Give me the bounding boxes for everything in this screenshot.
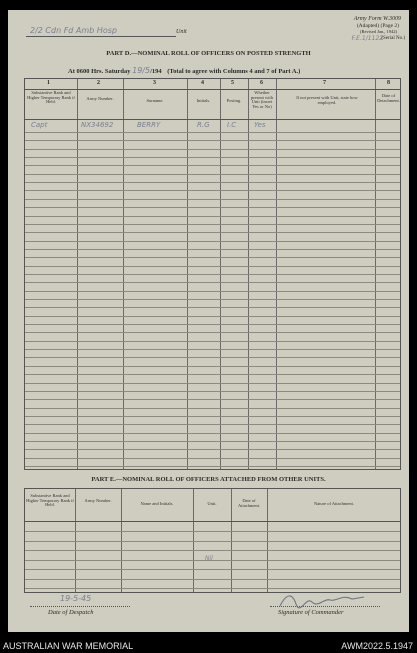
col-header-rank: Substantive Rank and Higher Temporary Rank if Held. xyxy=(27,90,75,105)
ruled-line xyxy=(25,224,400,225)
col-header-employed: If not present with Unit, state how employed. xyxy=(296,95,358,105)
ruled-line xyxy=(25,199,400,200)
col-header-army-number: Army Number. xyxy=(86,96,114,101)
e-unit-handwritten: Nil xyxy=(205,555,213,562)
ruled-line xyxy=(25,274,400,275)
col-number-5: 5 xyxy=(231,80,234,86)
archive-name: AUSTRALIAN WAR MEMORIAL xyxy=(3,641,134,651)
serial-label: (Serial No.) xyxy=(381,36,405,41)
ruled-line xyxy=(25,257,400,258)
ruled-line xyxy=(25,324,400,325)
ruled-line xyxy=(25,579,400,580)
ruled-line xyxy=(25,550,400,551)
ruled-line xyxy=(25,588,400,589)
unit-label: Unit xyxy=(176,29,187,35)
part-d-title: PART D.—NOMINAL ROLL OF OFFICERS ON POSTED STRENGTH xyxy=(106,50,311,57)
ruled-line xyxy=(25,541,400,542)
ruled-line xyxy=(25,466,400,467)
ruled-line xyxy=(25,383,400,384)
ruled-line xyxy=(25,416,400,417)
archive-id: AWM2022.5.1947 xyxy=(341,641,413,651)
form-subtitle: (Adapted) (Page 2) xyxy=(356,23,399,29)
col-number-6: 6 xyxy=(260,80,263,86)
ruled-line xyxy=(25,291,400,292)
e-col-header-nature: Nature of Attachment. xyxy=(313,501,355,506)
col-number-1: 1 xyxy=(47,80,50,86)
col-number-7: 7 xyxy=(323,80,326,86)
col-header-detachment: Date of Detachment. xyxy=(377,93,400,103)
row1-posting: I.C xyxy=(227,121,237,129)
ruled-line xyxy=(25,132,400,133)
ruled-line xyxy=(25,569,400,570)
ruled-line xyxy=(25,216,400,217)
ruled-line xyxy=(25,433,400,434)
ruled-line xyxy=(25,299,400,300)
col-number-8: 8 xyxy=(387,80,390,86)
row1-initials: R.G xyxy=(197,121,210,129)
part-d-table xyxy=(24,78,401,470)
ruled-line xyxy=(25,441,400,442)
ruled-line xyxy=(25,341,400,342)
commander-label: Signature of Commander xyxy=(278,609,344,616)
ruled-line xyxy=(25,374,400,375)
ruled-line xyxy=(25,408,400,409)
despatch-underline xyxy=(30,606,130,607)
form-page xyxy=(8,10,409,632)
e-header-divider xyxy=(25,521,400,522)
ruled-line xyxy=(25,458,400,459)
col-number-4: 4 xyxy=(201,80,204,86)
col-number-divider xyxy=(25,89,400,90)
col-number-2: 2 xyxy=(97,80,100,86)
ruled-line xyxy=(25,190,400,191)
part-e-table xyxy=(24,488,401,593)
date-suffix: (Total to agree with Columns 4 and 7 of Part A.) xyxy=(167,68,301,75)
part-e-title: PART E.—NOMINAL ROLL OF OFFICERS ATTACHED FROM OTHER UNITS. xyxy=(91,476,326,483)
commander-underline xyxy=(270,606,380,607)
row1-present: Yes xyxy=(254,121,266,129)
ruled-line xyxy=(25,560,400,561)
ruled-line xyxy=(25,332,400,333)
header-divider xyxy=(25,119,400,120)
commander-signature xyxy=(276,590,368,610)
date-year: /194 xyxy=(150,68,162,75)
ruled-line xyxy=(25,157,400,158)
archive-footer xyxy=(0,640,417,653)
ruled-line xyxy=(25,182,400,183)
col-header-posting: Posting. xyxy=(226,98,242,103)
ruled-line xyxy=(25,449,400,450)
form-number: Army Form W.3009 xyxy=(353,16,401,22)
row1-rank: Capt xyxy=(31,121,48,129)
date-prefix: At 0600 Hrs. Saturday xyxy=(68,68,131,75)
ruled-line xyxy=(25,149,400,150)
ruled-line xyxy=(25,316,400,317)
ruled-line xyxy=(25,307,400,308)
ruled-line xyxy=(25,207,400,208)
part-d-date-line xyxy=(68,66,300,75)
ruled-line xyxy=(25,232,400,233)
e-col-header-name: Name and Initials. xyxy=(140,501,174,506)
ruled-line xyxy=(25,140,400,141)
e-col-header-rank: Substantive Rank and Higher Temporary Rank if Held. xyxy=(26,493,74,508)
ruled-line xyxy=(25,249,400,250)
ruled-line xyxy=(25,424,400,425)
despatch-label: Date of Despatch xyxy=(48,609,94,616)
ruled-line xyxy=(25,174,400,175)
ruled-line xyxy=(25,165,400,166)
col-number-3: 3 xyxy=(153,80,156,86)
unit-handwritten: 2/2 Cdn Fd Amb Hosp xyxy=(30,26,117,35)
despatch-date-handwritten: 19-5-45 xyxy=(60,594,92,603)
form-revised: (Revised Jan., 1942) xyxy=(360,29,397,34)
e-col-header-army-number: Army Number. xyxy=(84,498,112,503)
ruled-line xyxy=(25,399,400,400)
row1-army-number: NX34692 xyxy=(81,121,114,129)
e-col-header-unit: Unit. xyxy=(207,501,217,506)
date-handwritten: 19/5 xyxy=(132,66,151,75)
ruled-line xyxy=(25,349,400,350)
col-header-surname: Surname. xyxy=(146,98,164,103)
ruled-line xyxy=(25,282,400,283)
e-col-header-date: Date of Attachment. xyxy=(237,498,261,508)
col-header-present: Whether present with Unit (insert Yes or No) xyxy=(250,90,274,110)
ruled-line xyxy=(25,241,400,242)
serial-handwritten: F.E.1/1122 xyxy=(351,35,383,42)
col-header-initials: Initials. xyxy=(196,98,211,103)
ruled-line xyxy=(25,391,400,392)
ruled-line xyxy=(25,366,400,367)
row1-surname: BERRY xyxy=(137,121,161,129)
ruled-line xyxy=(25,266,400,267)
ruled-line xyxy=(25,357,400,358)
ruled-line xyxy=(25,531,400,532)
unit-underline xyxy=(26,36,176,37)
